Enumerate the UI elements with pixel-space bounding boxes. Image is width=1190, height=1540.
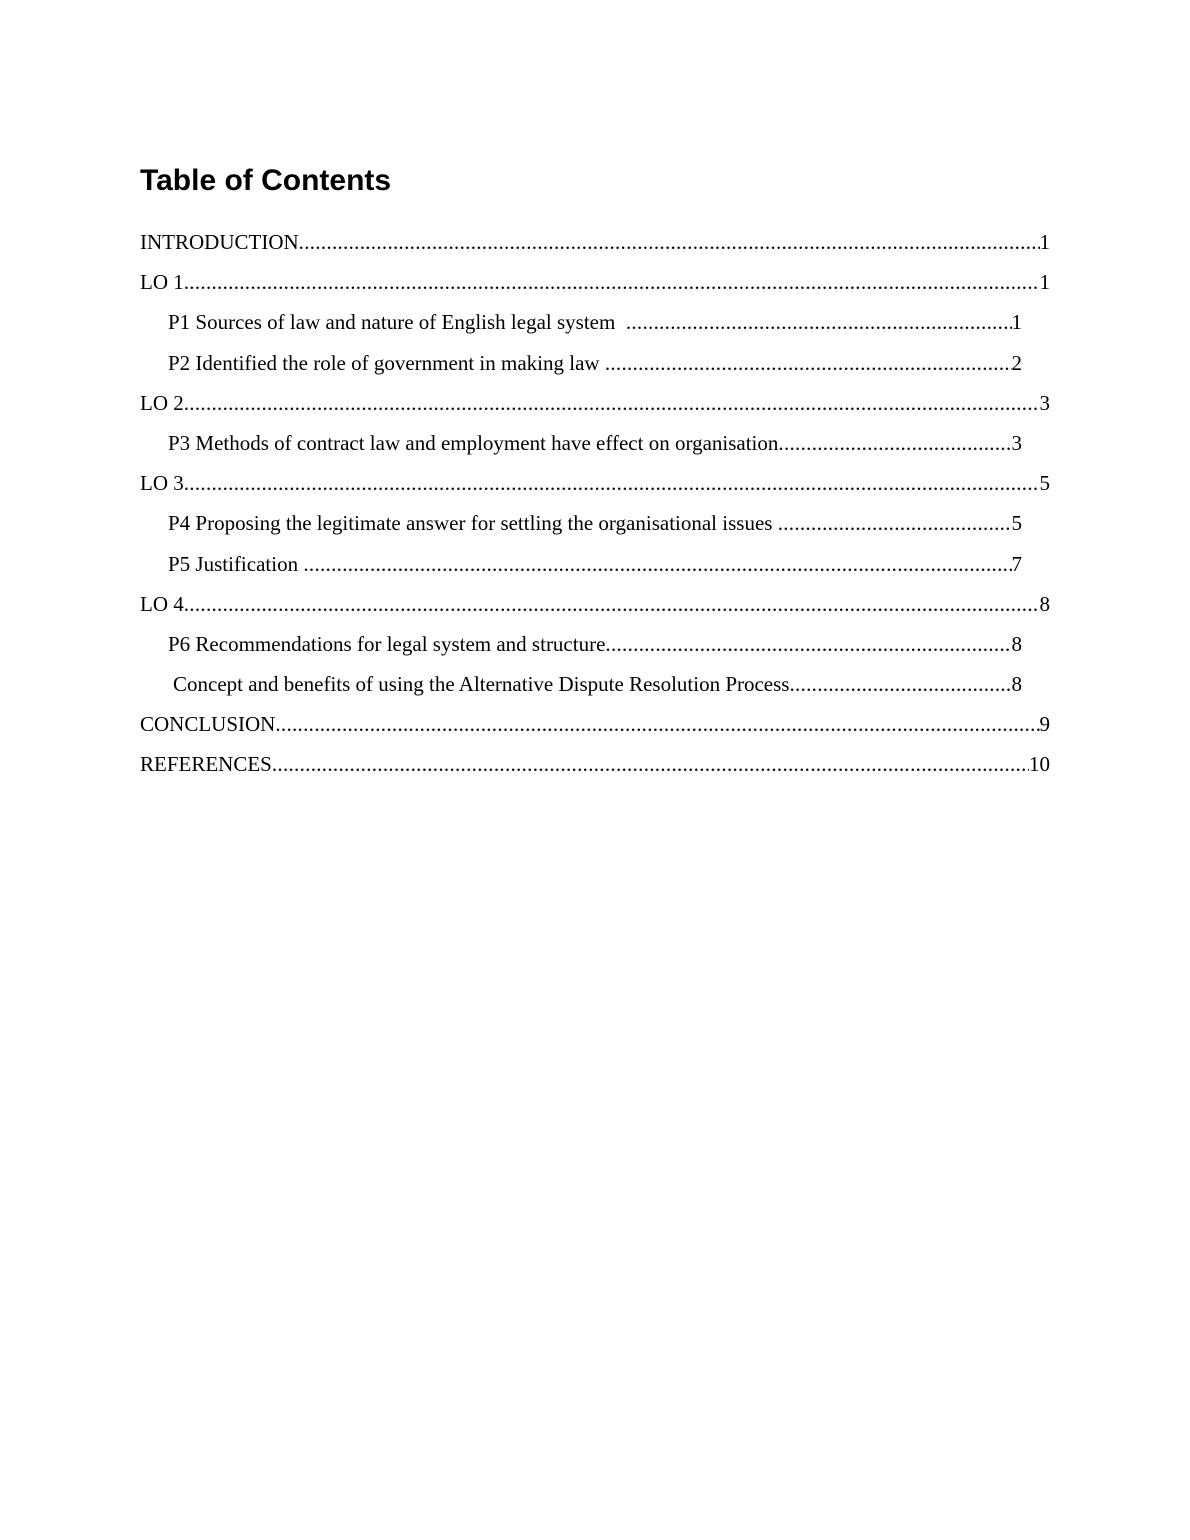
toc-entry-lo3[interactable] — [140, 463, 1050, 503]
toc-entry-p3[interactable] — [168, 423, 1022, 463]
toc-dot-leader — [299, 222, 1040, 262]
toc-entry-p5[interactable] — [168, 544, 1022, 584]
toc-dot-leader — [605, 624, 1011, 664]
toc-page-number: 7 — [1011, 551, 1022, 576]
toc-entry-label: P4 Proposing the legitimate answer for settling the organisational issues — [168, 511, 778, 536]
toc-page-number: 1 — [1039, 270, 1050, 295]
toc-entry-label: P5 Justification — [168, 551, 304, 576]
toc-entry-label: P3 Methods of contract law and employment have effect on organisation — [168, 430, 779, 455]
toc-dot-leader — [605, 343, 1012, 383]
toc-list — [140, 222, 1050, 785]
toc-dot-leader — [275, 704, 1039, 744]
toc-dot-leader — [184, 584, 1040, 624]
toc-entry-label: P6 Recommendations for legal system and structure — [168, 631, 606, 656]
toc-entry-label: LO 1 — [140, 270, 184, 295]
toc-entry-label: INTRODUCTION — [140, 230, 299, 254]
toc-dot-leader — [778, 503, 1012, 543]
toc-page-number: 8 — [1011, 631, 1022, 656]
toc-page-number: 10 — [1029, 752, 1050, 777]
toc-page-number: 3 — [1011, 430, 1022, 455]
toc-entry-lo2[interactable] — [140, 383, 1050, 423]
toc-dot-leader — [789, 664, 1011, 704]
toc-entry-p4[interactable] — [168, 503, 1022, 543]
toc-page-number: 9 — [1039, 712, 1050, 737]
toc-entry-label: REFERENCES — [140, 752, 272, 777]
toc-entry-introduction[interactable] — [140, 222, 1050, 262]
toc-entry-label: Concept and benefits of using the Alternative Dispute Resolution Process — [173, 672, 790, 697]
toc-title: Table of Contents — [140, 164, 392, 197]
toc-entry-p2[interactable] — [168, 343, 1022, 383]
toc-dot-leader — [778, 423, 1011, 463]
toc-entry-p6[interactable] — [168, 624, 1022, 664]
toc-entry-label: LO 2 — [140, 390, 184, 415]
toc-dot-leader — [184, 262, 1040, 302]
toc-page-number: 1 — [1011, 310, 1022, 335]
toc-entry-references[interactable] — [140, 744, 1050, 784]
toc-entry-label: CONCLUSION — [140, 712, 276, 737]
toc-page-number: 3 — [1039, 390, 1050, 415]
toc-dot-leader — [272, 744, 1029, 784]
toc-dot-leader — [184, 383, 1040, 423]
toc-entry-conclusion[interactable] — [140, 704, 1050, 744]
toc-page-number: 5 — [1011, 511, 1022, 536]
toc-dot-leader — [626, 302, 1012, 342]
toc-page-number: 8 — [1039, 591, 1050, 616]
toc-entry-adr[interactable] — [173, 664, 1022, 704]
toc-entry-label: LO 4 — [140, 591, 184, 616]
toc-entry-label: P2 Identified the role of government in making law — [168, 350, 605, 375]
toc-page-number: 1 — [1039, 230, 1050, 254]
toc-entry-label: P1 Sources of law and nature of English legal system — [168, 310, 626, 335]
toc-page-number: 8 — [1011, 672, 1022, 697]
toc-entry-label: LO 3 — [140, 471, 184, 496]
toc-page-number: 5 — [1039, 471, 1050, 496]
toc-dot-leader — [184, 463, 1040, 503]
toc-entry-p1[interactable] — [168, 302, 1022, 342]
toc-entry-lo4[interactable] — [140, 584, 1050, 624]
toc-page-number: 2 — [1011, 350, 1022, 375]
toc-dot-leader — [303, 544, 1011, 584]
toc-entry-lo1[interactable] — [140, 262, 1050, 302]
